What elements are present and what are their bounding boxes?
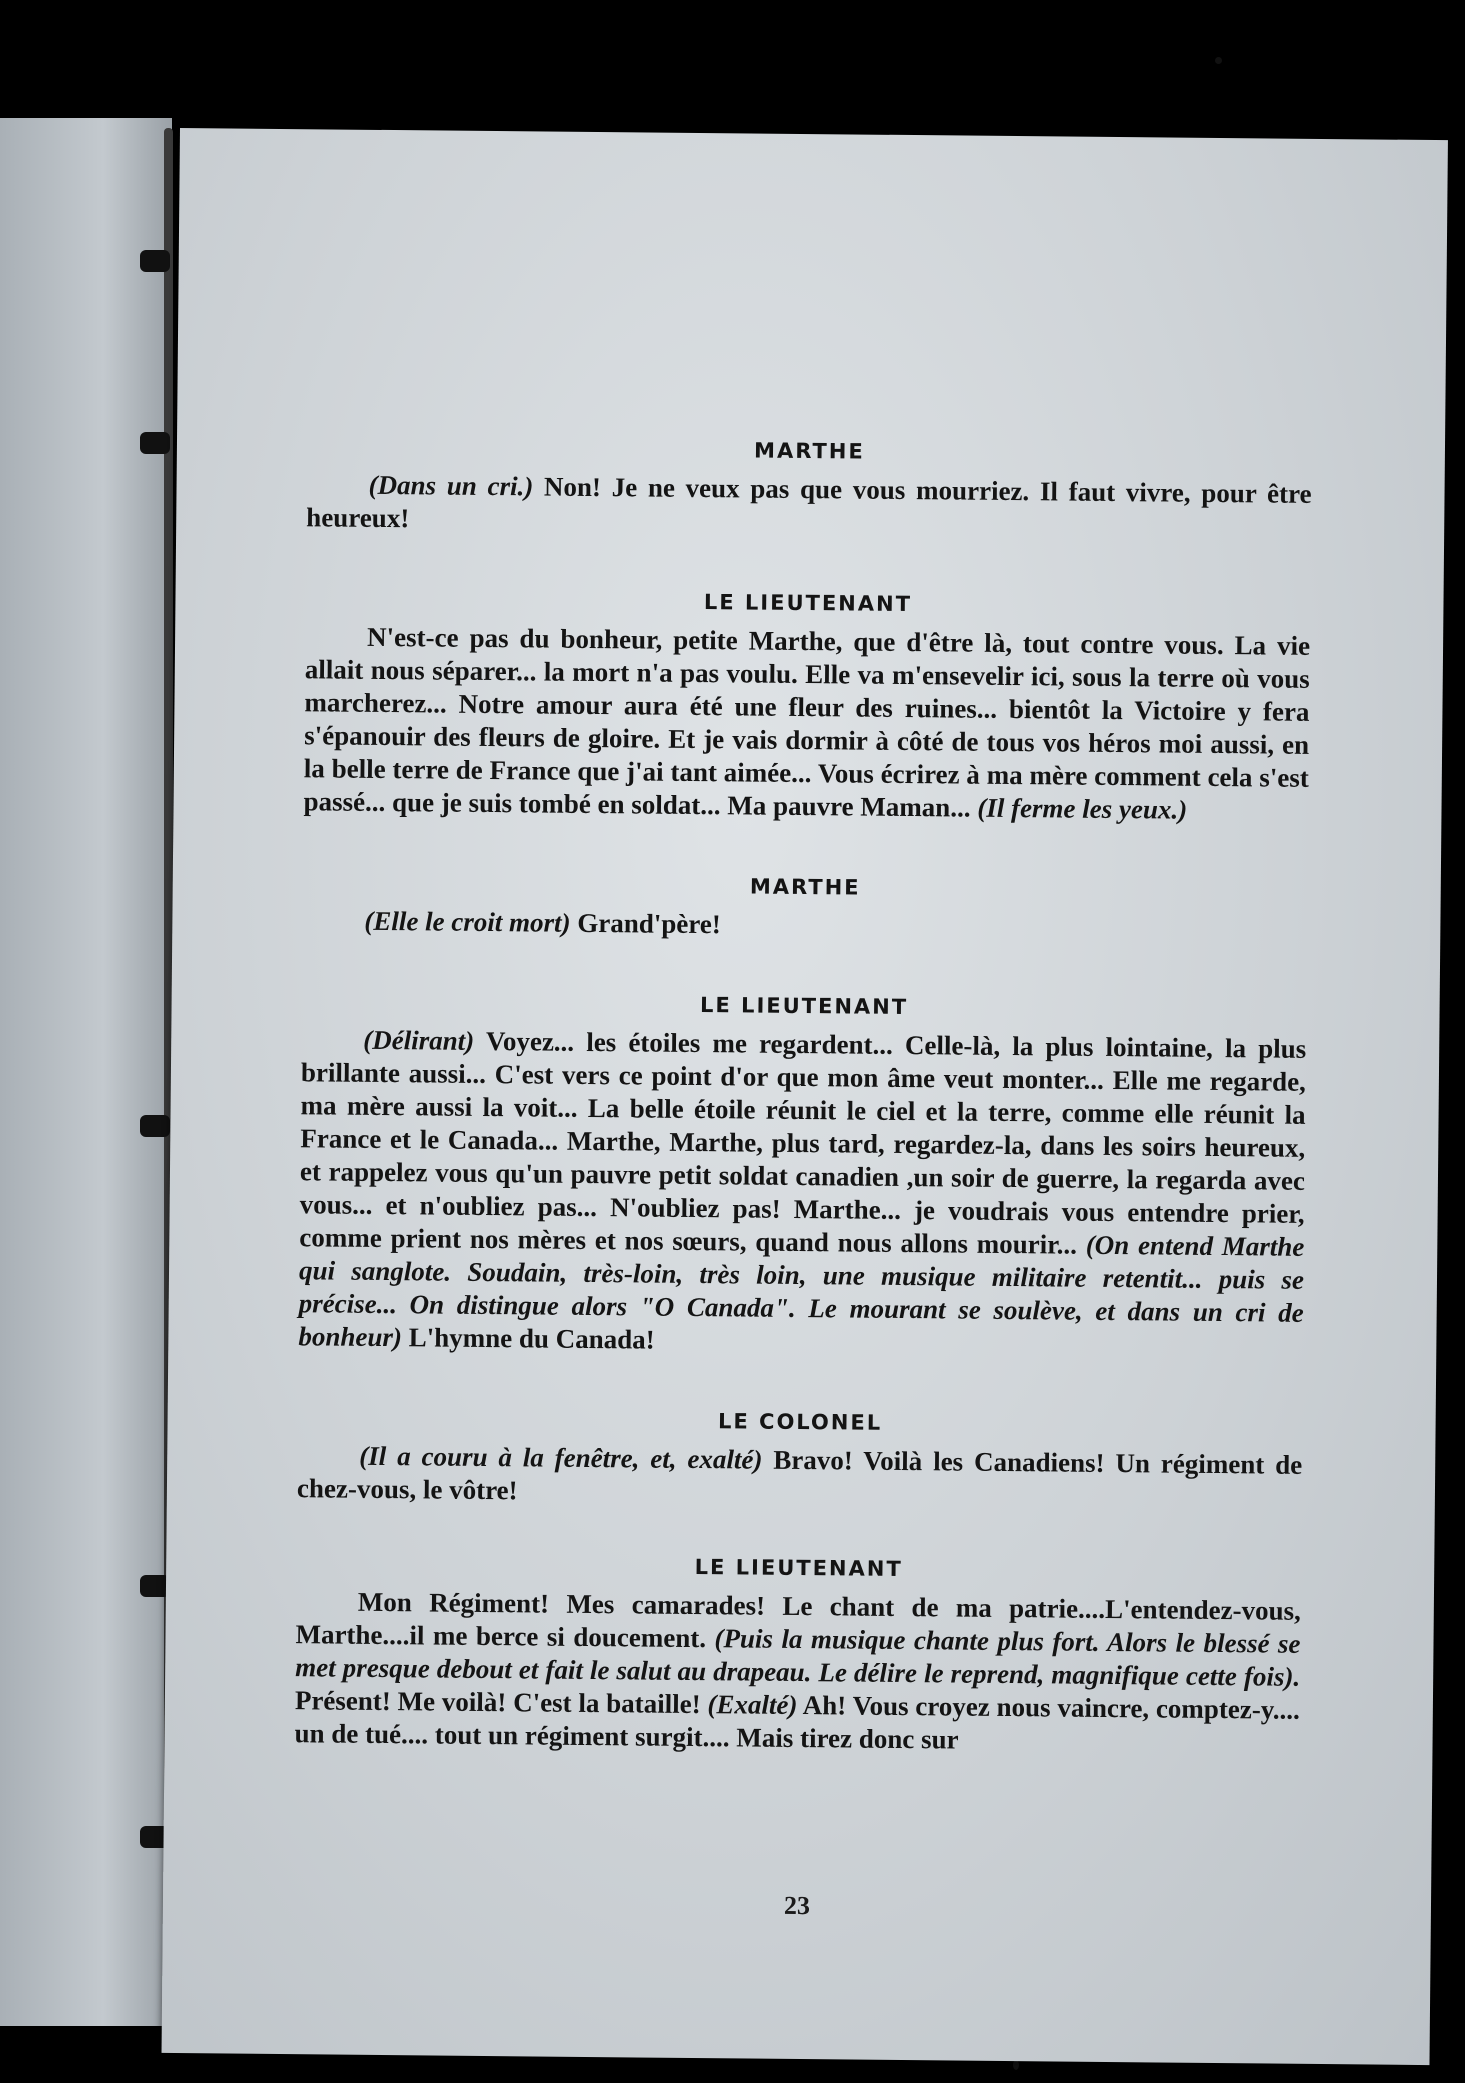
previous-page-edge [0,118,172,2026]
speaker-heading: LE LIEUTENANT [699,993,909,1020]
binding-stitch [140,1115,170,1137]
speaker-heading: LE LIEUTENANT [703,590,913,617]
speaker-heading: LE LIEUTENANT [694,1555,903,1582]
dialogue-text: Non! Je ne veux pas que vous mourriez. Il faut vivre, pour être heureux! [306,471,1312,534]
dialogue-paragraph [306,468,1312,544]
stage-direction: (Puis la musique chante plus fort. Alors le blessé se met presque debout et fait le salut au drapeau. Le délire le reprend, magnifique cette fois). [295,1623,1301,1692]
stage-direction: (Il a couru à la fenêtre, et, exalté) [359,1440,763,1475]
dialogue-text: Voyez... les étoiles me regardent... Celle-là, la plus lointaine, la plus brillante aussi... C'est vers ce point d'or que mon âme veut monter... Elle me regarde, ma mère aussi la voit... La belle étoile réunit le ciel et la terre, comme elle réunit la France et le Canada... Marthe, Marthe, plus tard, regardez-la, dans les soirs heureux, et rappelez vous qu'un pauvre petit soldat canadien ,un soir de guerre, la regarda avec vous... et n'oubliez pas... N'oubliez pas! Marthe... je voudrais vous entendre prier, comme prient nos mères et nos sœurs, quand nous allons mourir... [299,1025,1307,1260]
stage-direction: (On entend Marthe qui sanglote. Soudain, très-loin, très loin, une musique militaire retentit... puis se précise... On distingue alors "O Canada". Le mourant se soulève, et dans un cri de bonheur) [298,1229,1305,1353]
dialogue-paragraph [298,1023,1306,1363]
dust-speck [1013,2060,1019,2070]
dialogue-text: L'hymne du Canada! [401,1322,655,1355]
dialogue-paragraph [297,1439,1303,1515]
speaker-heading: LE COLONEL [717,1409,883,1435]
page-number: 23 [783,1890,811,1921]
speaker-heading: MARTHE [754,438,865,464]
dialogue-text: Mon Régiment! Mes camarades! Le chant de ma patrie....L'entendez-vous, Marthe....il me berce si doucement. [295,1586,1301,1654]
stage-direction: (Elle le croit mort) [364,905,571,938]
stage-direction: (Exalté) [707,1689,798,1720]
stage-direction: (Délirant) [363,1024,475,1056]
page-text-body [294,434,1312,1760]
dialogue-text: Ah! Vous croyez nous vaincre, comptez-y.... un de tué.... tout un régiment surgit.... Mais tirez donc sur [294,1690,1301,1755]
dust-speck [1215,57,1222,64]
dialogue-text: Grand'père! [570,907,721,940]
dialogue-text: Bravo! Voilà les Canadiens! Un régiment de chez-vous, le vôtre! [296,1444,1303,1506]
speaker-heading: MARTHE [749,874,861,900]
dialogue-paragraph [294,1585,1301,1760]
dialogue-paragraph [303,620,1310,828]
book-page [162,128,1448,2065]
stage-direction: (Dans un cri.) [368,469,534,502]
binding-stitch [140,250,170,272]
stage-direction: (Il ferme les yeux.) [977,792,1188,825]
dialogue-text: Présent! Me voilà! C'est la bataille! [294,1685,708,1720]
dialogue-text: N'est-ce pas du bonheur, petite Marthe, que d'être là, tout contre vous. La vie allait nous séparer... la mort n'a pas voulu. Elle va m'ensevelir ici, sous la terre où vous marcherez... Notre amour aura été une fleur des ruines... bientôt la Victoire y fera s'épanouir des fleurs de gloire. Et je vais dormir à côté de tous vos héros moi aussi, en la belle terre de France que j'ai tant aimée... Vous écrirez à ma mère comment cela s'est passé... que je suis tombé en soldat... Ma pauvre Maman... [303,621,1311,823]
binding-stitch [140,432,170,454]
